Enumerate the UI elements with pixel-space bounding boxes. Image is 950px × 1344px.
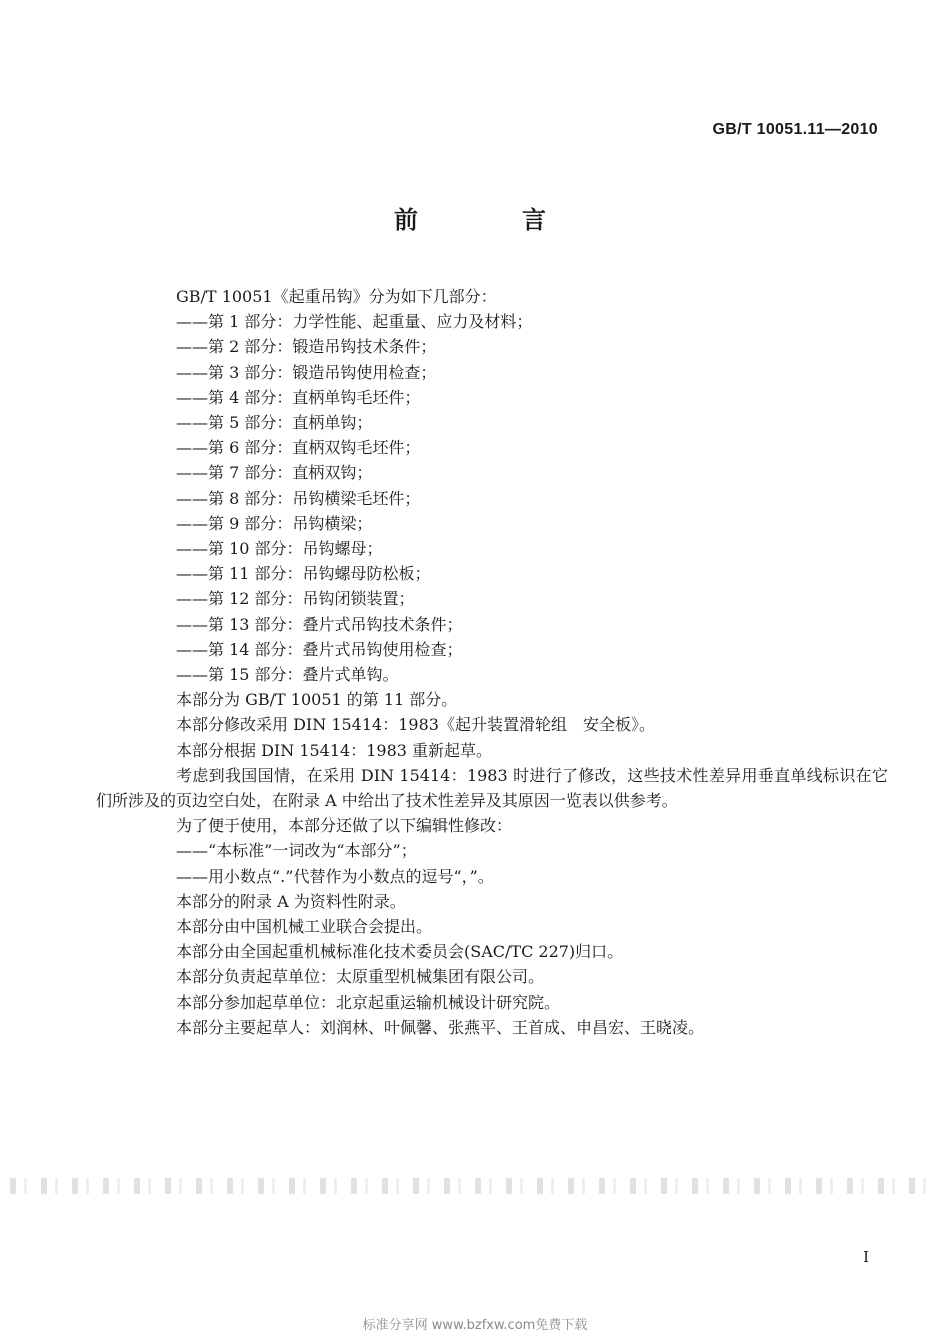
page-title: 前 言 bbox=[394, 205, 586, 234]
list-item: ——用小数点“.”代替作为小数点的逗号“，”。 bbox=[176, 866, 494, 886]
list-item: ——第 7 部分：直柄双钩； bbox=[176, 463, 373, 483]
statement-paragraph: 本部分修改采用 DIN 15414：1983《起升装置滑轮组 安全板》。 bbox=[176, 715, 655, 735]
list-item: ——第 9 部分：吊钩横梁； bbox=[176, 513, 373, 533]
closing-paragraph: 本部分由全国起重机械标准化技术委员会(SAC/TC 227)归口。 bbox=[176, 942, 624, 962]
list-item: ——第 1 部分：力学性能、起重量、应力及材料； bbox=[176, 312, 533, 332]
list-item: ——第 6 部分：直柄双钩毛坯件； bbox=[176, 438, 421, 458]
scan-artifact bbox=[10, 1178, 940, 1194]
statement-paragraph: 为了便于使用，本部分还做了以下编辑性修改： bbox=[176, 816, 513, 836]
list-item: ——第 12 部分：吊钩闭锁装置； bbox=[176, 589, 415, 609]
list-item: ——第 2 部分：锻造吊钩技术条件； bbox=[176, 337, 437, 357]
list-item: ——第 10 部分：吊钩螺母； bbox=[176, 539, 383, 559]
list-item: ——第 15 部分：叠片式单钩。 bbox=[176, 665, 399, 685]
list-item: ——第 3 部分：锻造吊钩使用检查； bbox=[176, 362, 437, 382]
edits-list bbox=[118, 838, 888, 888]
closing-paragraph: 本部分参加起草单位：北京起重运输机械设计研究院。 bbox=[176, 992, 561, 1012]
list-item: ——第 13 部分：叠片式吊钩技术条件； bbox=[176, 614, 463, 634]
closing-paragraph: 本部分由中国机械工业联合会提出。 bbox=[176, 917, 433, 937]
list-item: ——“本标准”一词改为“本部分”； bbox=[176, 841, 417, 861]
statement-paragraph: 本部分根据 DIN 15414：1983 重新起草。 bbox=[176, 740, 493, 760]
list-item: ——第 11 部分：吊钩螺母防松板； bbox=[176, 564, 431, 584]
list-item: ——第 5 部分：直柄单钩； bbox=[176, 413, 373, 433]
parts-list bbox=[118, 309, 888, 687]
page-number: I bbox=[863, 1248, 869, 1266]
intro-paragraph: GB/T 10051《起重吊钩》分为如下几部分： bbox=[176, 287, 497, 306]
closing-paragraph: 本部分负责起草单位：太原重型机械集团有限公司。 bbox=[176, 967, 545, 987]
closing-paragraph: 本部分的附录 A 为资料性附录。 bbox=[176, 891, 406, 911]
list-item: ——第 8 部分：吊钩横梁毛坯件； bbox=[176, 488, 421, 508]
footer-watermark: 标准分享网 www.bzfxw.com免费下载 bbox=[362, 1318, 588, 1333]
standard-code: GB/T 10051.11—2010 bbox=[712, 121, 878, 138]
foreword-body bbox=[96, 284, 888, 1040]
closing-paragraph: 本部分主要起草人：刘润林、叶佩馨、张燕平、王首成、申昌宏、王晓凌。 bbox=[176, 1017, 705, 1037]
technical-differences-paragraph: 考虑到我国国情，在采用 DIN 15414：1983 时进行了修改，这些技术性差异用垂直单线标识在它们所涉及的页边空白处，在附录 A 中给出了技术性差异及其原因一览表以供参考。 bbox=[96, 765, 888, 811]
list-item: ——第 14 部分：叠片式吊钩使用检查； bbox=[176, 639, 463, 659]
list-item: ——第 4 部分：直柄单钩毛坯件； bbox=[176, 387, 421, 407]
statement-paragraph: 本部分为 GB/T 10051 的第 11 部分。 bbox=[176, 690, 458, 710]
